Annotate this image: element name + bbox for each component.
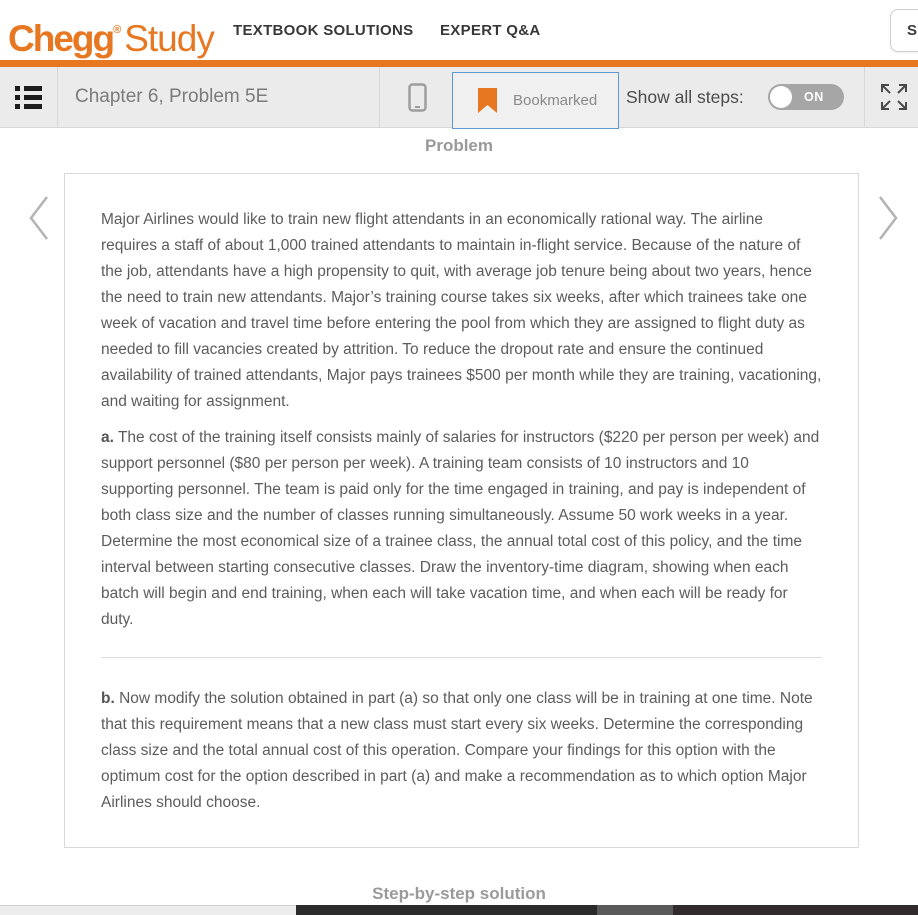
problem-section-heading: Problem <box>424 136 494 155</box>
chevron-right-icon <box>876 195 900 241</box>
problem-parts-divider <box>101 657 822 658</box>
toolbar-divider <box>57 67 58 127</box>
chapter-list-button[interactable] <box>0 67 57 127</box>
part-b-label: b. <box>101 690 115 707</box>
bottom-bar-segment <box>673 905 918 915</box>
logo-registered-mark: ® <box>113 24 122 36</box>
bottom-bar-segment <box>296 905 597 915</box>
logo-brand: Chegg <box>8 18 114 59</box>
part-a-text: The cost of the training itself consists mainly of salaries for instructors ($220 per person per week) and support personnel ($80 per person per week). A training team consists of 10 instructors and 10 supporting personnel. The team is paid only for the time engaged in training, and pay is independent of both class size and the number of classes running simultaneously. Assume 50 work weeks in a year. Determine the most economical size of a trainee class, the annual total cost of this policy, and the time interval between starting consecutive classes. Draw the inventory-time diagram, showing when each batch will begin and end training, when each will take vacation time, and when each will be ready for duty. <box>101 429 820 628</box>
next-problem-button[interactable] <box>876 195 900 246</box>
toggle-state-label: ON <box>804 90 824 104</box>
phone-icon <box>408 83 427 112</box>
fullscreen-button[interactable] <box>870 67 918 127</box>
problem-statement-card <box>64 173 859 848</box>
previous-problem-button[interactable] <box>27 195 51 246</box>
search-input[interactable]: S <box>890 9 918 52</box>
chegg-study-logo[interactable] <box>8 8 214 61</box>
step-by-step-solution-heading: Step-by-step solution <box>372 884 546 903</box>
toolbar-divider <box>864 67 865 127</box>
problem-toolbar <box>0 67 918 128</box>
header <box>0 0 918 60</box>
problem-intro-paragraph: Major Airlines would like to train new flight attendants in an economically rational way. The airline requires a staff of about 1,000 trained attendants to maintain in-flight service. Because of the nature of the job, attendants have a high propensity to quit, with average job tenure being about two years, hence the need to train new attendants. Major’s training course takes six weeks, after which trainees take one week of vacation and travel time before entering the pool from which they are assigned to flight duty as needed to fill vacancies created by attrition. To reduce the dropout rate and ensure the continued availability of trained attendants, Major pays trainees $500 per month while they are training, vacationing, and waiting for assignment. <box>101 211 822 410</box>
bottom-bar-segment[interactable] <box>597 905 673 915</box>
bookmark-button[interactable] <box>452 72 619 129</box>
list-icon <box>15 85 42 110</box>
toolbar-divider <box>379 67 380 127</box>
show-all-steps-toggle[interactable] <box>768 84 844 110</box>
problem-part-b-paragraph <box>101 686 822 816</box>
bookmark-icon <box>478 88 497 113</box>
problem-part-a-paragraph <box>101 425 822 633</box>
mobile-view-button[interactable] <box>398 67 436 127</box>
show-all-steps-label: Show all steps: <box>626 87 744 107</box>
part-b-text: Now modify the solution obtained in part (a) so that only one class will be in training at one time. Note that this requirement means that a new class must start every six weeks. Determine the corresponding class size and the total annual cost of this operation. Compare your findings for this option with the optimum cost for the option described in part (a) and make a recommendation as to which option Major Airlines should choose. <box>101 690 813 811</box>
nav-textbook-solutions[interactable]: TEXTBOOK SOLUTIONS <box>233 22 414 39</box>
toggle-knob <box>770 86 792 108</box>
chevron-left-icon <box>27 195 51 241</box>
expand-icon <box>880 83 908 111</box>
brand-accent-bar <box>0 60 918 67</box>
part-a-label: a. <box>101 429 114 446</box>
problem-title: Chapter 6, Problem 5E <box>75 86 269 107</box>
bookmark-label: Bookmarked <box>513 92 598 109</box>
logo-suffix: Study <box>124 18 214 59</box>
bottom-bar <box>0 905 918 915</box>
nav-expert-qa[interactable]: EXPERT Q&A <box>440 22 541 39</box>
bottom-bar-segment <box>0 905 296 915</box>
